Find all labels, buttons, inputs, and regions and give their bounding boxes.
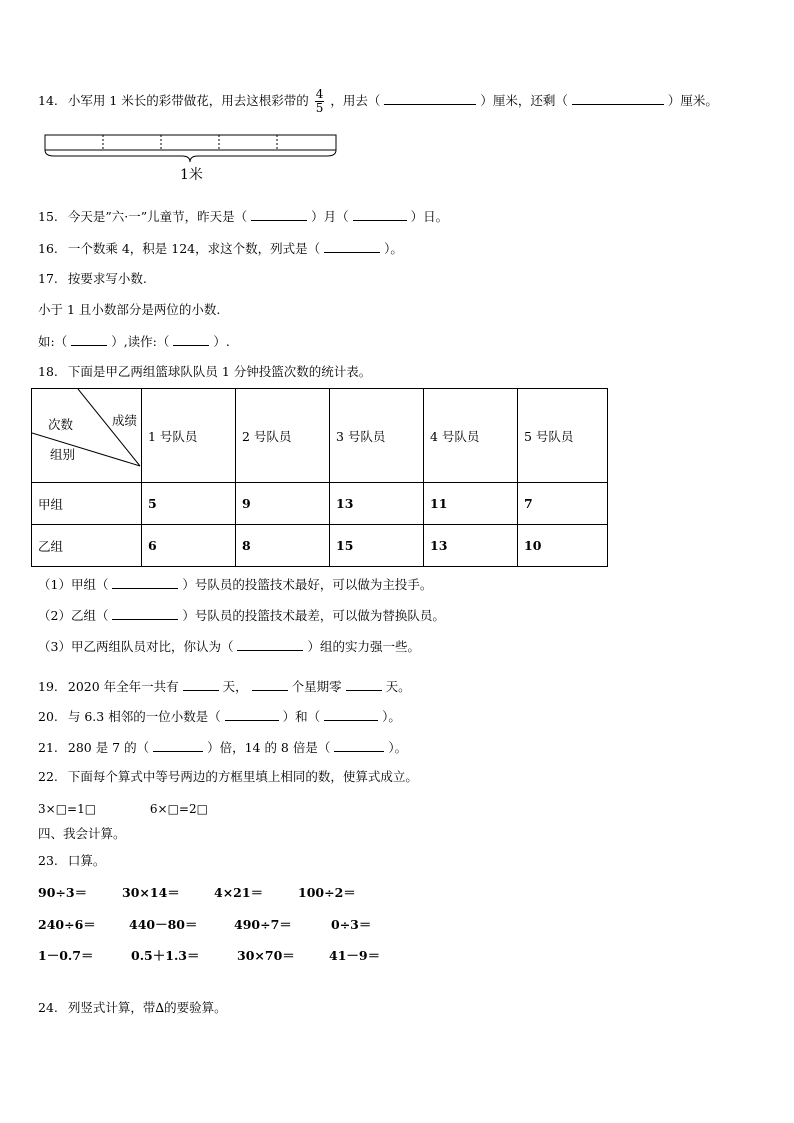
question-19 [38, 676, 411, 696]
table-header-row [32, 389, 608, 483]
question-text: ）日。 [410, 209, 449, 224]
fraction-denominator: 5 [315, 101, 324, 115]
question-number: 19. [38, 679, 58, 694]
equation: 6×□=2□ [149, 802, 208, 816]
answer-blank[interactable] [251, 206, 307, 221]
answer-blank[interactable] [153, 737, 203, 752]
table-row [32, 525, 608, 567]
question-24 [38, 999, 227, 1017]
question-number: 16. [38, 241, 58, 256]
table-cell: 5 [142, 483, 236, 525]
table-cell: 10 [518, 525, 608, 567]
column-header: 3 号队员 [330, 389, 424, 483]
column-header: 2 号队员 [236, 389, 330, 483]
question-number: 24. [38, 1000, 58, 1015]
answer-blank[interactable] [173, 331, 209, 346]
corner-label-middle: 次数 [48, 417, 74, 432]
question-text: 口算。 [67, 853, 106, 868]
calc-item: 1－0.7＝ [38, 948, 94, 963]
column-header: 4 号队员 [424, 389, 518, 483]
calc-item: 0.5＋1.3＝ [131, 948, 200, 963]
answer-blank[interactable] [384, 90, 476, 105]
question-text: （3）甲乙两组队员对比，你认为（ [38, 639, 234, 654]
question-23 [38, 852, 105, 870]
calc-item: 30×70＝ [237, 948, 295, 963]
table-cell: 7 [518, 483, 608, 525]
question-18-sub3 [38, 636, 420, 656]
question-17 [38, 270, 147, 288]
equation: 3×□=1□ [38, 802, 97, 816]
question-text: 天。 [385, 679, 411, 694]
ribbon-bar [45, 135, 336, 150]
question-text: 280 是 7 的（ [67, 740, 150, 755]
answer-blank[interactable] [346, 676, 382, 691]
table-row [32, 483, 608, 525]
calc-item: 100÷2＝ [298, 885, 356, 900]
question-text: ）厘米。 [667, 93, 718, 108]
calc-item: 41－9＝ [329, 948, 381, 963]
question-text: ）号队员的投篮技术最差，可以做为替换队员。 [182, 608, 445, 623]
answer-blank[interactable] [237, 636, 303, 651]
calc-item: 90÷3＝ [38, 885, 88, 900]
question-text: 个星期零 [291, 679, 342, 694]
column-header: 1 号队员 [142, 389, 236, 483]
question-text: 列竖式计算，带∆的要验算。 [67, 1000, 227, 1015]
question-text: ）. [213, 334, 230, 349]
calc-item: 440－80＝ [129, 917, 198, 932]
question-text: ）。 [388, 740, 408, 755]
question-text: 下面是甲乙两组篮球队队员 1 分钟投篮次数的统计表。 [67, 364, 372, 379]
question-text: （2）乙组（ [38, 608, 109, 623]
answer-blank[interactable] [252, 676, 288, 691]
question-text: 按要求写小数. [67, 271, 147, 286]
corner-label-bottom: 组别 [50, 447, 76, 462]
answer-blank[interactable] [112, 605, 178, 620]
question-number: 15. [38, 209, 58, 224]
answer-blank[interactable] [225, 706, 279, 721]
table-cell: 11 [424, 483, 518, 525]
question-number: 14. [38, 93, 58, 108]
fraction [315, 88, 325, 115]
question-text: ）月（ [311, 209, 349, 224]
corner-diagonals [32, 389, 147, 483]
answer-blank[interactable] [71, 331, 107, 346]
question-22 [38, 768, 418, 786]
question-18-sub1 [38, 574, 432, 594]
answer-blank[interactable] [324, 238, 380, 253]
table-cell: 6 [142, 525, 236, 567]
question-18-sub2 [38, 605, 445, 625]
answer-blank[interactable] [324, 706, 378, 721]
question-text: 2020 年全年一共有 [67, 679, 179, 694]
question-text: ）号队员的投篮技术最好，可以做为主投手。 [182, 577, 433, 592]
calc-item: 490÷7＝ [234, 917, 292, 932]
fraction-numerator: 4 [315, 87, 324, 101]
question-text: ）倍，14 的 8 倍是（ [207, 740, 331, 755]
answer-blank[interactable] [334, 737, 384, 752]
calc-item: 0÷3＝ [331, 917, 372, 932]
answer-blank[interactable] [353, 206, 407, 221]
row-label: 甲组 [32, 483, 142, 525]
question-number: 18. [38, 364, 58, 379]
question-number: 22. [38, 769, 58, 784]
question-text: 今天是”六·一”儿童节，昨天是（ [67, 209, 248, 224]
question-21 [38, 737, 407, 757]
brace [45, 150, 336, 162]
answer-blank[interactable] [112, 574, 178, 589]
question-text: （1）甲组（ [38, 577, 109, 592]
table-cell: 15 [330, 525, 424, 567]
question-number: 17. [38, 271, 58, 286]
question-22-equations [38, 800, 208, 818]
section-heading: 四、我会计算。 [38, 826, 126, 841]
ribbon-label: 1米 [180, 167, 203, 183]
question-text: 下面每个算式中等号两边的方框里填上相同的数，使算式成立。 [67, 769, 418, 784]
question-17-line3 [38, 331, 230, 351]
question-text: ）厘米，还剩（ [480, 93, 568, 108]
question-text: ）,读作:（ [111, 334, 170, 349]
table-cell: 13 [424, 525, 518, 567]
question-17-line2: 小于 1 且小数部分是两位的小数. [38, 302, 221, 317]
table-cell: 8 [236, 525, 330, 567]
question-text: ）组的实力强一些。 [307, 639, 420, 654]
calc-item: 30×14＝ [122, 885, 180, 900]
row-label: 乙组 [32, 525, 142, 567]
question-text: 一个数乘 4，积是 124，求这个数，列式是（ [67, 241, 321, 256]
question-text: 小军用 1 米长的彩带做花，用去这根彩带的 [67, 93, 309, 108]
answer-blank[interactable] [572, 90, 664, 105]
table-cell: 13 [330, 483, 424, 525]
calc-item: 4×21＝ [214, 885, 264, 900]
answer-blank[interactable] [183, 676, 219, 691]
question-text: ）和（ [282, 709, 321, 724]
question-20 [38, 706, 401, 726]
question-text: 如:（ [38, 334, 68, 349]
question-16 [38, 238, 403, 258]
question-number: 23. [38, 853, 58, 868]
column-header: 5 号队员 [518, 389, 608, 483]
corner-label-top: 成绩 [112, 413, 138, 428]
question-14 [38, 88, 718, 115]
table-cell: 9 [236, 483, 330, 525]
calc-item: 240÷6＝ [38, 917, 96, 932]
question-18 [38, 363, 371, 381]
question-text: 与 6.3 相邻的一位小数是（ [67, 709, 221, 724]
question-number: 21. [38, 740, 58, 755]
question-15 [38, 206, 448, 226]
question-text: 天， [222, 679, 248, 694]
question-text: ，用去（ [330, 93, 381, 108]
question-text: ）。 [382, 709, 401, 724]
question-text: ）。 [384, 241, 403, 256]
stats-table [31, 388, 608, 567]
question-number: 20. [38, 709, 58, 724]
table-corner-cell [32, 389, 142, 483]
